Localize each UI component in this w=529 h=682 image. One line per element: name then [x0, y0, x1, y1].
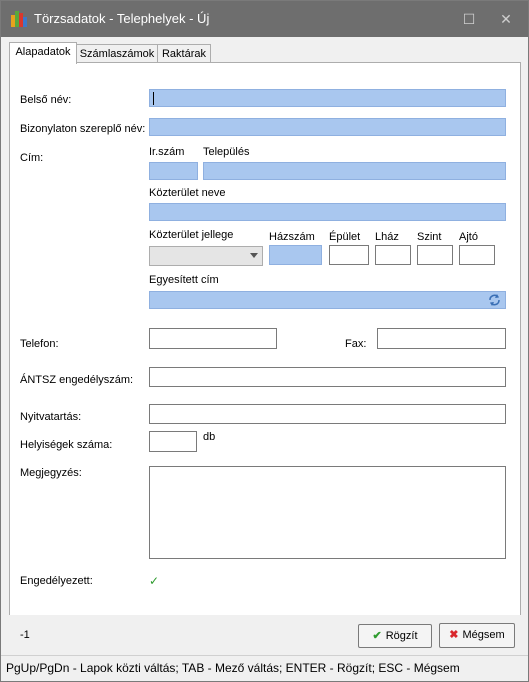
- tab-panel: [9, 62, 521, 616]
- close-icon[interactable]: ✕: [500, 11, 512, 27]
- save-button[interactable]: [358, 624, 432, 648]
- record-id: -1: [20, 629, 30, 641]
- check-icon: ✔: [372, 630, 382, 642]
- maximize-icon[interactable]: ☐: [462, 11, 476, 27]
- text-caret: [153, 92, 154, 105]
- cancel-button[interactable]: [439, 623, 515, 648]
- kozterulet-neve-input[interactable]: [149, 203, 506, 221]
- lhaz-label: Lház: [375, 231, 399, 243]
- epulet-label: Épület: [329, 231, 361, 243]
- lhaz-input[interactable]: [375, 245, 411, 265]
- irszam-label: Ir.szám: [149, 146, 185, 158]
- engedelyezett-checkbox[interactable]: [148, 575, 160, 587]
- status-bar: PgUp/PgDn - Lapok közti váltás; TAB - Mező váltás; ENTER - Rögzít; ESC - Mégsem: [1, 655, 528, 681]
- belso-nev-input[interactable]: [149, 89, 506, 107]
- ajto-input[interactable]: [459, 245, 495, 265]
- engedelyezett-label: Engedélyezett:: [20, 575, 93, 587]
- refresh-icon[interactable]: [487, 293, 502, 307]
- bizonylaton-nev-label: Bizonylaton szereplő név:: [20, 123, 146, 135]
- helyisegek-label: Helyiségek száma:: [20, 439, 113, 451]
- bizonylaton-nev-input[interactable]: [149, 118, 506, 136]
- title-bar: [1, 1, 528, 37]
- hazszam-input[interactable]: [269, 245, 322, 265]
- egyesitett-cim-input[interactable]: [149, 291, 506, 309]
- telefon-input[interactable]: [149, 328, 277, 349]
- x-icon: ✖: [449, 629, 459, 641]
- telepules-input[interactable]: [203, 162, 506, 180]
- chevron-down-icon: [250, 253, 258, 258]
- antsz-label: ÁNTSZ engedélyszám:: [20, 374, 134, 386]
- hazszam-label: Házszám: [269, 231, 315, 243]
- szint-label: Szint: [417, 231, 442, 243]
- tab-szamlaszamok[interactable]: Számlaszámok: [76, 44, 158, 63]
- belso-nev-label: Belső név:: [20, 94, 72, 106]
- megjegyzes-label: Megjegyzés:: [20, 467, 82, 479]
- kozterulet-jellege-select[interactable]: [149, 246, 263, 266]
- cancel-button-label: Mégsem: [462, 629, 505, 641]
- app-icon: [11, 11, 27, 27]
- irszam-input[interactable]: [149, 162, 198, 180]
- tab-alapadatok[interactable]: Alapadatok: [9, 42, 77, 64]
- telefon-label: Telefon:: [20, 338, 59, 350]
- megjegyzes-textarea[interactable]: [149, 466, 506, 559]
- fax-input[interactable]: [377, 328, 506, 349]
- nyitvatartas-input[interactable]: [149, 404, 506, 424]
- helyisegek-input[interactable]: [149, 431, 197, 452]
- tab-raktarak[interactable]: Raktárak: [157, 44, 211, 63]
- fax-label: Fax:: [345, 338, 367, 350]
- save-button-label: Rögzít: [385, 630, 418, 642]
- bottom-bar: [1, 615, 528, 655]
- kozterulet-jellege-label: Közterület jellege: [149, 229, 234, 241]
- cim-label: Cím:: [20, 152, 44, 164]
- ajto-label: Ajtó: [459, 231, 478, 243]
- checkmark-icon: ✓: [148, 574, 160, 588]
- egyesitett-cim-label: Egyesített cím: [149, 274, 219, 286]
- window-title: Törzsadatok - Telephelyek - Új: [34, 11, 210, 26]
- szint-input[interactable]: [417, 245, 453, 265]
- antsz-input[interactable]: [149, 367, 506, 387]
- nyitvatartas-label: Nyitvatartás:: [20, 411, 82, 423]
- kozterulet-neve-label: Közterület neve: [149, 187, 226, 199]
- epulet-input[interactable]: [329, 245, 369, 265]
- telepules-label: Település: [203, 146, 250, 158]
- db-label: db: [203, 431, 216, 443]
